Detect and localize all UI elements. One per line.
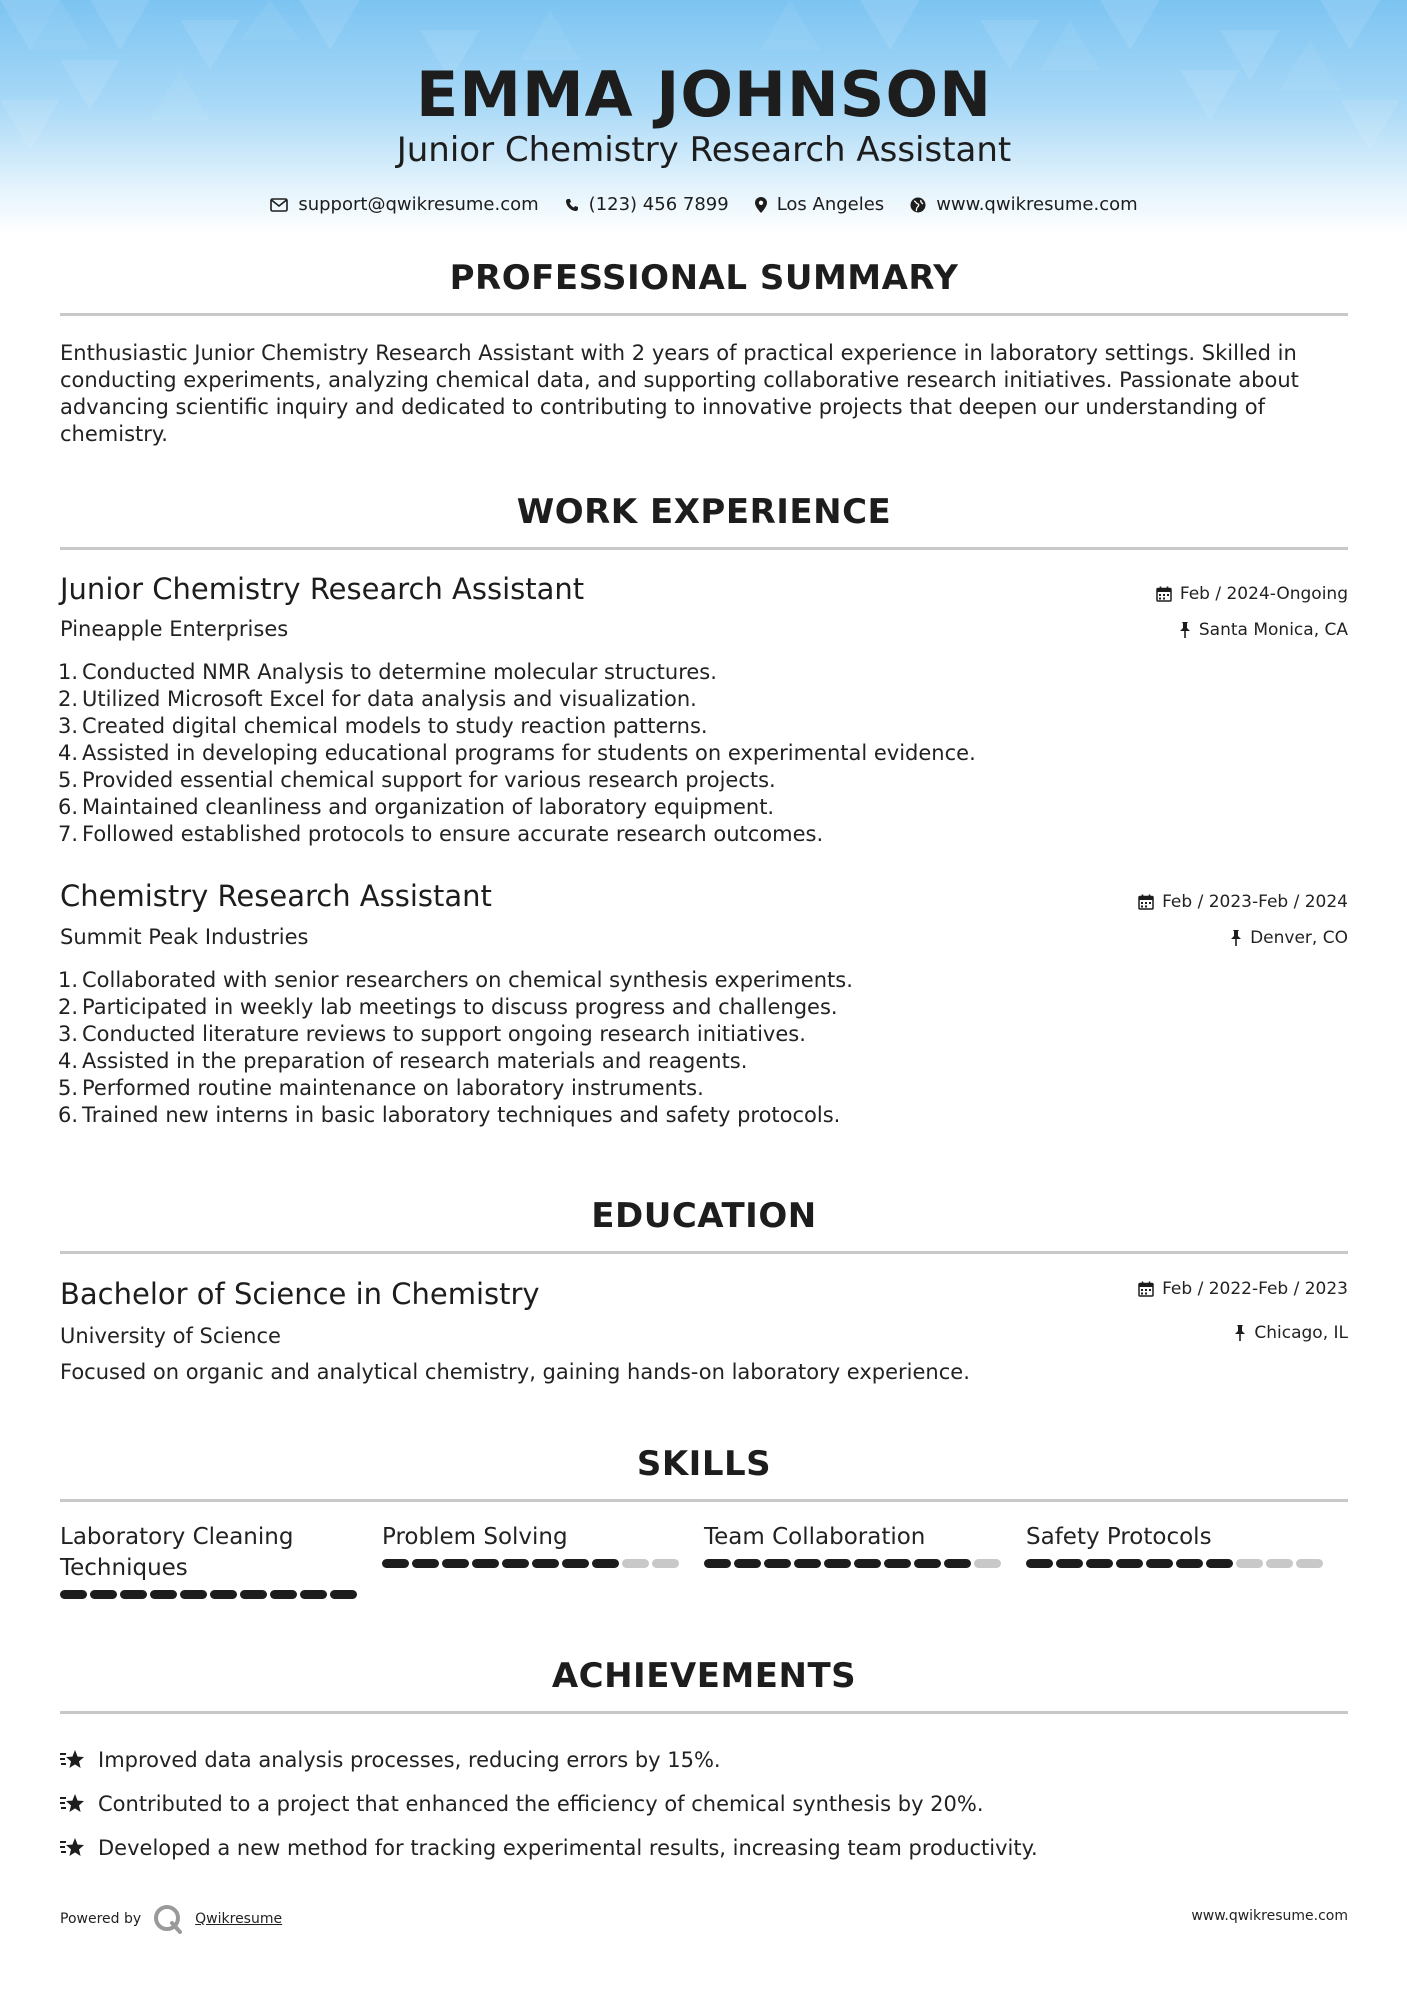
pushpin-icon [1179,622,1191,638]
experience-heading: WORK EXPERIENCE [516,492,892,532]
pushpin-icon [1234,1325,1246,1341]
bullet-text: Created digital chemical models to study reaction patterns. [82,714,708,738]
achievement-item [60,1782,1348,1826]
skill-level-bar [704,1559,1026,1568]
skill-name: Safety Protocols [1026,1524,1212,1550]
skill-segment-filled [794,1559,821,1568]
achievement-text: Developed a new method for tracking experimental results, increasing team productivity. [98,1836,1038,1860]
bullet-text: Assisted in the preparation of research materials and reagents. [82,1049,748,1073]
bullet-text: Maintained cleanliness and organization of laboratory equipment. [82,795,775,819]
job-location [1179,620,1348,640]
job-dates-text: Feb / 2024-Ongoing [1179,584,1348,604]
bullet-number: 2. [57,995,78,1019]
star-trophy-icon [60,1793,84,1815]
skill-level-bar [1026,1559,1348,1568]
bullet-text: Provided essential chemical support for various research projects. [82,768,776,792]
qwikresume-logo-icon [153,1904,183,1934]
skill-segment-filled [764,1559,791,1568]
bullet-number: 6. [57,1103,78,1127]
job-bullet [52,1048,1252,1075]
skill-segment-filled [532,1559,559,1568]
skill-segment-filled [1026,1559,1053,1568]
achievement-item [60,1826,1348,1870]
education-dates-text: Feb / 2022-Feb / 2023 [1162,1279,1348,1299]
bullet-number: 5. [57,768,78,792]
job-location [1230,928,1348,948]
star-trophy-icon [60,1749,84,1771]
skill-level-bar [60,1590,382,1599]
skill-segment-filled [90,1590,117,1599]
brand-link[interactable]: Qwikresume [195,1911,283,1927]
skill-segment-filled [1176,1559,1203,1568]
achievement-text: Contributed to a project that enhanced the efficiency of chemical synthesis by 20%. [98,1792,984,1816]
skill-segment-filled [502,1559,529,1568]
education-dates [1138,1279,1348,1299]
footer-url[interactable]: www.qwikresume.com [1191,1908,1348,1924]
job-bullet [52,1075,1252,1102]
skill-name: Laboratory Cleaning Techniques [60,1524,294,1581]
bullet-text: Performed routine maintenance on laboratory instruments. [82,1076,704,1100]
summary-divider [60,313,1348,316]
skill-segment-filled [382,1559,409,1568]
bullet-text: Utilized Microsoft Excel for data analysis and visualization. [82,687,697,711]
skill-segment-filled [412,1559,439,1568]
bullet-number: 7. [57,822,78,846]
bullet-number: 3. [57,1022,78,1046]
skill-segment-filled [884,1559,911,1568]
skill-segment-filled [854,1559,881,1568]
job-dates [1138,892,1348,912]
skill-segment-filled [944,1559,971,1568]
skills-list [60,1522,1348,1599]
skill-segment-filled [1206,1559,1233,1568]
achievement-text: Improved data analysis processes, reducing errors by 15%. [98,1748,721,1772]
job-bullet [52,740,1252,767]
skill-item [704,1522,1026,1599]
job-location-text: Denver, CO [1250,928,1348,948]
achievement-item [60,1738,1348,1782]
bullet-number: 1. [57,968,78,992]
skill-segment-filled [60,1590,87,1599]
bullet-number: 6. [57,795,78,819]
summary-heading: PROFESSIONAL SUMMARY [449,258,959,298]
job-bullet [52,713,1252,740]
contact-email[interactable] [270,194,538,215]
skill-segment-filled [210,1590,237,1599]
website-text: www.qwikresume.com [936,194,1138,215]
skill-segment-filled [592,1559,619,1568]
job-bullet-list [52,659,1252,848]
bullet-number: 1. [57,660,78,684]
job-bullet [52,659,1252,686]
phone-icon [565,198,579,212]
job-bullet [52,794,1252,821]
achievements-heading: ACHIEVEMENTS [551,1656,857,1696]
job-bullet [52,821,1252,848]
job-company: Pineapple Enterprises [60,617,289,641]
education-heading: EDUCATION [591,1196,817,1236]
skill-level-bar [382,1559,704,1568]
pushpin-icon [1230,930,1242,946]
contact-phone[interactable] [565,194,729,215]
achievements-divider [60,1711,1348,1714]
phone-text: (123) 456 7899 [588,194,729,215]
school-name: University of Science [60,1324,281,1348]
bullet-number: 4. [57,741,78,765]
degree-title: Bachelor of Science in Chemistry [60,1277,540,1311]
job-bullet [52,686,1252,713]
job-bullet [52,767,1252,794]
job-bullet [52,1021,1252,1048]
job-company: Summit Peak Industries [60,925,309,949]
job-dates [1156,584,1348,604]
job-title: Junior Chemistry Research Assistant [60,572,585,606]
skill-segment-filled [180,1590,207,1599]
skill-item [1026,1522,1348,1599]
bullet-text: Collaborated with senior researchers on chemical synthesis experiments. [82,968,853,992]
skill-segment-filled [734,1559,761,1568]
job-bullet [52,994,1252,1021]
bullet-number: 4. [57,1049,78,1073]
bullet-text: Conducted NMR Analysis to determine molecular structures. [82,660,717,684]
skill-segment-filled [1086,1559,1113,1568]
job-bullet [52,1102,1252,1129]
calendar-icon [1138,894,1154,910]
calendar-icon [1138,1281,1154,1297]
bullet-text: Assisted in developing educational programs for students on experimental evidence. [82,741,976,765]
skill-segment-filled [1146,1559,1173,1568]
skill-segment-filled [824,1559,851,1568]
skill-segment-empty [974,1559,1001,1568]
achievement-list [60,1738,1348,1870]
education-description: Focused on organic and analytical chemistry, gaining hands-on laboratory experience. [60,1360,970,1384]
skill-segment-filled [1116,1559,1143,1568]
skill-item [60,1522,382,1599]
candidate-name: EMMA JOHNSON [415,58,993,131]
contact-bar [60,194,1348,215]
skills-divider [60,1499,1348,1502]
education-location-text: Chicago, IL [1254,1323,1348,1343]
education-divider [60,1251,1348,1254]
skill-segment-filled [704,1559,731,1568]
candidate-title: Junior Chemistry Research Assistant [396,130,1012,170]
job-dates-text: Feb / 2023-Feb / 2024 [1162,892,1348,912]
skills-heading: SKILLS [636,1444,772,1484]
location-text: Los Angeles [776,194,885,215]
job-title: Chemistry Research Assistant [60,879,492,913]
skill-segment-filled [150,1590,177,1599]
bullet-text: Conducted literature reviews to support ongoing research initiatives. [82,1022,806,1046]
skill-segment-filled [472,1559,499,1568]
email-text: support@qwikresume.com [298,194,539,215]
skill-segment-filled [562,1559,589,1568]
calendar-icon [1156,586,1172,602]
skill-segment-empty [1236,1559,1263,1568]
bullet-text: Participated in weekly lab meetings to discuss progress and challenges. [82,995,838,1019]
job-location-text: Santa Monica, CA [1198,620,1348,640]
skill-segment-filled [270,1590,297,1599]
job-bullet-list [52,967,1252,1129]
bullet-number: 5. [57,1076,78,1100]
bullet-number: 3. [57,714,78,738]
skill-segment-filled [1056,1559,1083,1568]
bullet-text: Followed established protocols to ensure accurate research outcomes. [82,822,824,846]
powered-by-label: Powered by [60,1911,142,1927]
envelope-icon [270,198,288,212]
skill-segment-empty [1266,1559,1293,1568]
summary-text: Enthusiastic Junior Chemistry Research Assistant with 2 years of practical experience in laboratory settings. Skilled in conducting experiments, analyzing chemical data, and supporting collaborative research initiatives. Passionate about advancing scientific inquiry and dedicated to contributing to innovative projects that deepen our understanding of chemistry. [60,341,1299,446]
bullet-number: 2. [57,687,78,711]
powered-by [60,1904,282,1934]
skill-segment-filled [300,1590,327,1599]
contact-website[interactable] [910,194,1137,215]
education-location [1234,1323,1348,1343]
skill-segment-filled [330,1590,357,1599]
globe-icon [910,197,926,213]
skill-segment-empty [622,1559,649,1568]
skill-segment-filled [120,1590,147,1599]
skill-segment-filled [914,1559,941,1568]
skill-item [382,1522,704,1599]
skill-segment-filled [442,1559,469,1568]
map-pin-icon [755,197,767,213]
skill-name: Problem Solving [382,1524,568,1550]
experience-divider [60,547,1348,550]
bullet-text: Trained new interns in basic laboratory techniques and safety protocols. [82,1103,841,1127]
contact-location [755,194,885,215]
skill-name: Team Collaboration [704,1524,926,1550]
star-trophy-icon [60,1837,84,1859]
job-bullet [52,967,1252,994]
skill-segment-empty [652,1559,679,1568]
skill-segment-empty [1296,1559,1323,1568]
skill-segment-filled [240,1590,267,1599]
